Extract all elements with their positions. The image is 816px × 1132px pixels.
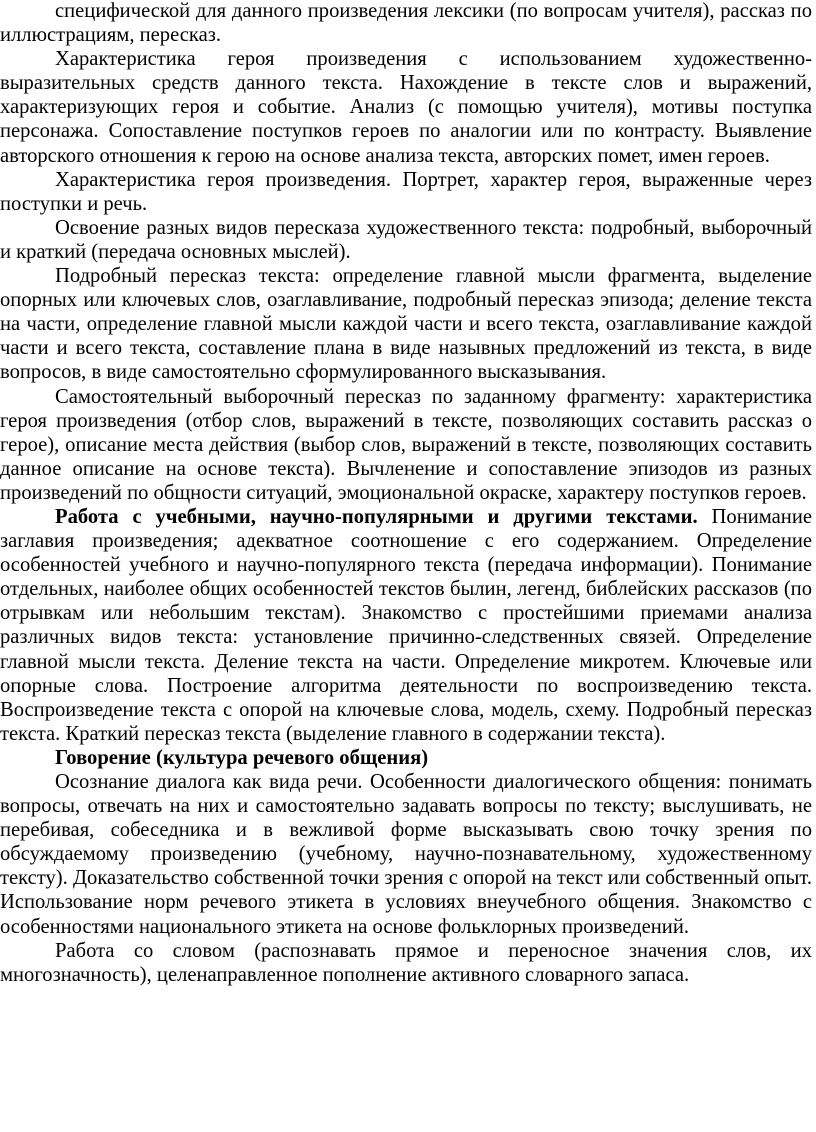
paragraph-working-with-texts: [0, 505, 812, 746]
paragraph-selective-retelling: Самостоятельный выборочный пересказ по заданному фрагменту: характеристика героя произведения (отбор слов, выражений в тексте, позволяющих составить рассказ о герое), описание места действия (выбор слов, выражений в тексте, позволяющих составить данное описание на основе текста). Вычленение и сопоставление эпизодов из разных произведений по общности ситуаций, эмоциональной окраске, характеру поступков героев.: [0, 385, 812, 504]
paragraph-word-work: Работа со словом (распознавать прямое и переносное значения слов, их многозначность), целенаправленное пополнение активного словарного запаса.: [0, 939, 812, 986]
paragraph-hero-characteristics: Характеристика героя произведения с использованием художественно-выразительных средств данного текста. Нахождение в тексте слов и выражений, характеризующих героя и событие. Анализ (с помощью учителя), мотивы поступка персонажа. Сопоставление поступков героев по аналогии или по контрасту. Выявление авторского отношения к герою на основе анализа текста, авторских помет, имен героев.: [0, 48, 812, 167]
paragraph-hero-portrait: Характеристика героя произведения. Портрет, характер героя, выраженные через поступки и речь.: [0, 168, 812, 215]
working-with-texts-body: Понимание заглавия произведения; адекватное соотношение с его содержанием. Определение особенностей учебного и научно-популярного текста (передача информации). Понимание отдельных, наиболее общих особенностей текстов былин, легенд, библейских рассказов (по отрывкам или небольшим текстам). Знакомство с простейшими приемами анализа различных видов текста: установление причинно-следственных связей. Определение главной мысли текста. Деление текста на части. Определение микротем. Ключевые или опорные слова. Построение алгоритма деятельности по воспроизведению текста. Воспроизведение текста с опорой на ключевые слова, модель, схему. Подробный пересказ текста. Краткий пересказ текста (выделение главного в содержании текста).: [0, 505, 812, 745]
paragraph-detailed-retelling: Подробный пересказ текста: определение главной мысли фрагмента, выделение опорных или ключевых слов, озаглавливание, подробный пересказ эпизода; деление текста на части, определение главной мысли каждой части и всего текста, озаглавливание каждой части и всего текста, составление плана в виде назывных предложений из текста, в виде вопросов, в виде самостоятельно сформулированного высказывания.: [0, 265, 812, 384]
paragraph-dialogue: Осознание диалога как вида речи. Особенности диалогического общения: понимать вопросы, отвечать на них и самостоятельно задавать вопросы по тексту; выслушивать, не перебивая, собеседника и в вежливой форме высказывать свою точку зрения по обсуждаемому произведению (учебному, научно-познавательному, художественному тексту). Доказательство собственной точки зрения с опорой на текст или собственный опыт. Использование норм речевого этикета в условиях внеучебного общения. Знакомство с особенностями национального этикета на основе фольклорных произведений.: [0, 771, 812, 938]
section-heading-speaking: Говорение (культура речевого общения): [55, 746, 429, 769]
working-with-texts-lead: Работа с учебными, научно-популярными и другими текстами.: [55, 505, 698, 528]
paragraph-retelling-continuation: специфической для данного произведения лексики (по вопросам учителя), рассказ по иллюстрациям, пересказ.: [0, 0, 812, 47]
paragraph-retelling-types: Освоение разных видов пересказа художественного текста: подробный, выборочный и краткий (передача основных мыслей).: [0, 216, 812, 263]
